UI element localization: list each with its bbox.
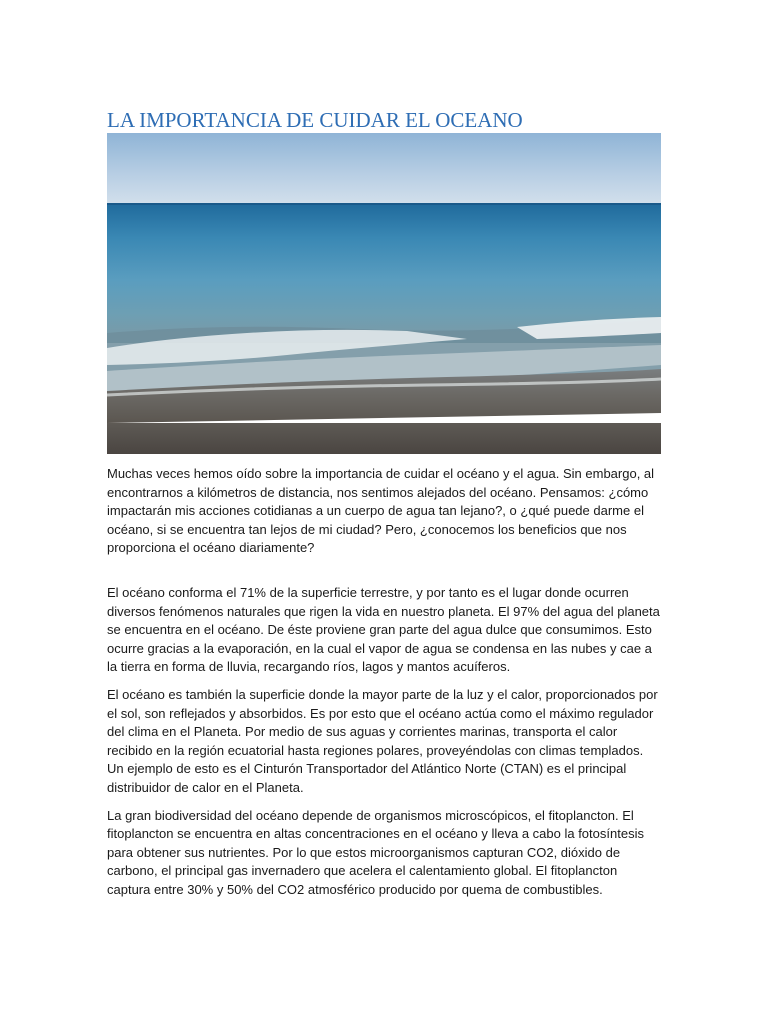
paragraph: Muchas veces hemos oído sobre la importancia de cuidar el océano y el agua. Sin embargo, al encontrarnos a kilómetros de distancia, nos sentimos alejados del océano. Pensamos: ¿cómo impactarán mis acciones cotidianas a un cuerpo de agua tan lejano?, o ¿qué puede darme el océano, si se encuentra tan lejos de mi ciudad? Pero, ¿conocemos los beneficios que nos proporciona el océano diariamente? (107, 466, 655, 556)
paragraph: La gran biodiversidad del océano depende de organismos microscópicos, el fitoplancton. El fitoplancton se encuentra en altas concentraciones en el océano y lleva a cabo la fotosíntesis para obtener sus nutrientes. Por lo que estos microorganismos capturan CO2, dióxido de carbono, el principal gas invernadero que acelera el calentamiento global. El fitoplancton captura entre 30% y 50% del CO2 atmosférico producido por quema de combustibles. (107, 807, 644, 897)
ocean-beach-photo (107, 133, 661, 454)
paragraph: El océano conforma el 71% de la superficie terrestre, y por tanto es el lugar donde ocurren diversos fenómenos naturales que rigen la vida en nuestro planeta. El 97% del agua del planeta se encuentra en el océano. De éste proviene gran parte del agua dulce que consumimos. Esto ocurre gracias a la evaporación, en la cual el vapor de agua se condensa en las nubes y cae a la tierra en forma de lluvia, recargando ríos, lagos y mantos acuíferos. (107, 584, 660, 675)
document-title: LA IMPORTANCIA DE CUIDAR EL OCEANO (107, 108, 523, 132)
article-body (107, 465, 663, 899)
paragraph: El océano es también la superficie donde la mayor parte de la luz y el calor, proporcionados por el sol, son reflejados y absorbidos. Es por esto que el océano actúa como el máximo regulador del clima en el Planeta. Por medio de sus aguas y corrientes marinas, transporta el calor recibido en la región ecuatorial hasta regiones polares, proveyéndolas con climas templados. Un ejemplo de esto es el Cinturón Transportador del Atlántico Norte (CTAN) es el principal distribuidor de calor en el Planeta. (107, 686, 658, 795)
